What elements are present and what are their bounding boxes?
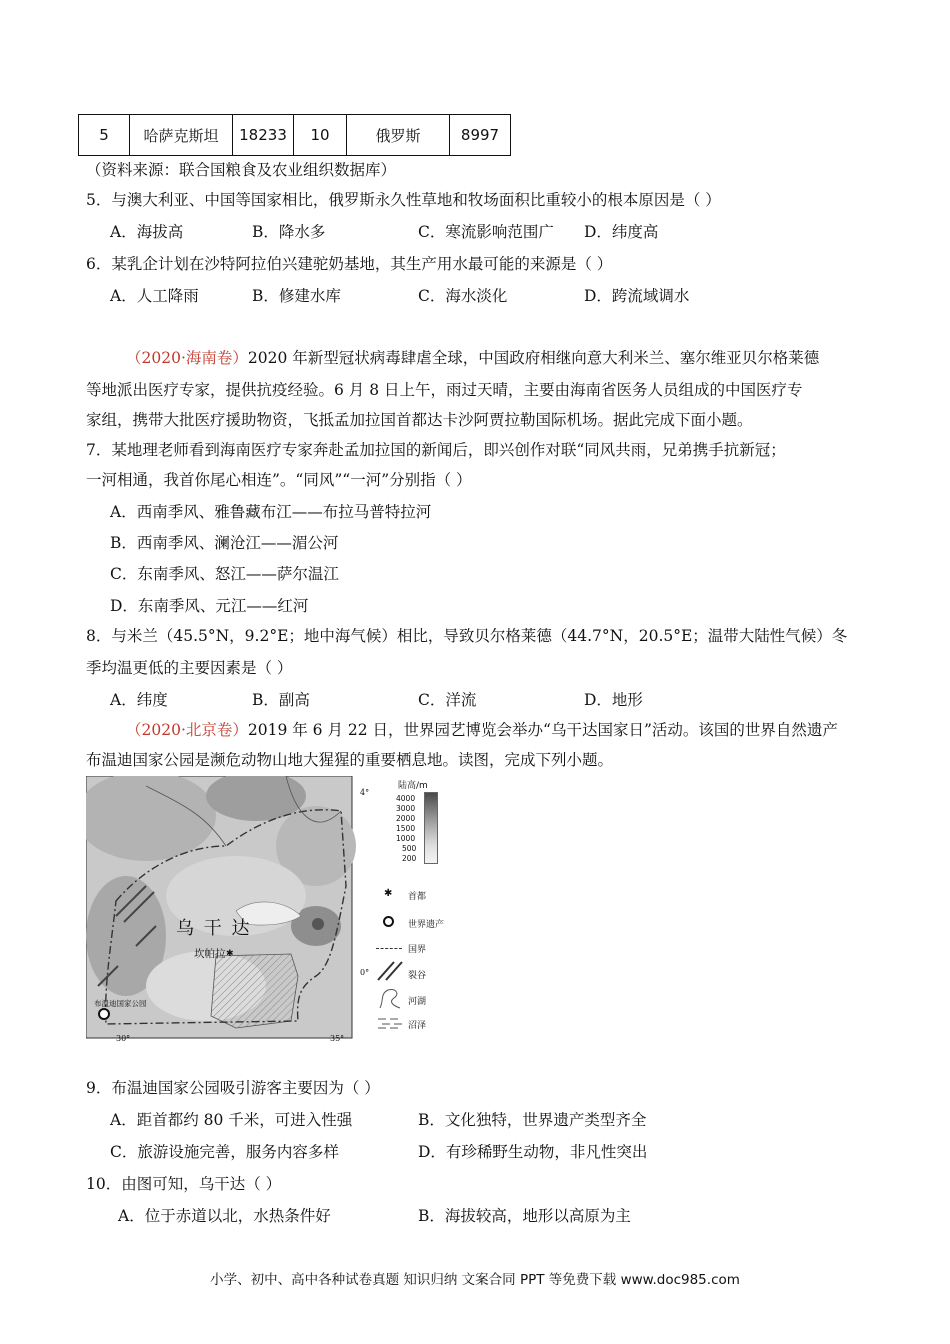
legend-item-rift: 裂谷 bbox=[408, 971, 427, 981]
map-park-label: 布温迪国家公园 bbox=[94, 999, 147, 1008]
question-8-stem-1: 8．与米兰（45.5°N，9.2°E；地中海气候）相比，导致贝尔格莱德（44.7°N，20.5°E；温带大陆性气候）冬 bbox=[86, 627, 848, 645]
page-footer: 小学、初中、高中各种试卷真题 知识归纳 文案合同 PPT 等免费下载 www.doc985.com bbox=[210, 1272, 740, 1288]
q6-option-a: A．人工降雨 bbox=[110, 287, 199, 305]
beijing-passage-line-2: 布温迪国家公园是濒危动物山地大猩猩的重要栖息地。读图，完成下列小题。 bbox=[86, 751, 614, 769]
table-cell: 5 bbox=[79, 115, 130, 156]
legend-level: 3000 bbox=[396, 804, 416, 813]
table-cell: 哈萨克斯坦 bbox=[130, 115, 233, 156]
q5-option-d: D．纬度高 bbox=[584, 223, 659, 241]
map-lat-mid: 0° bbox=[360, 968, 370, 977]
legend-level: 1000 bbox=[396, 834, 416, 843]
legend-item-river: 河湖 bbox=[408, 997, 427, 1007]
table-cell: 8997 bbox=[450, 115, 511, 156]
q7-option-c: C．东南季风、怒江——萨尔温江 bbox=[110, 565, 339, 583]
rift-valley-icon bbox=[376, 960, 404, 982]
map-capital-label: 坎帕拉 bbox=[194, 948, 226, 960]
data-table bbox=[78, 114, 511, 156]
legend-level: 4000 bbox=[396, 794, 416, 803]
q8-option-d: D．地形 bbox=[584, 691, 643, 709]
table-row bbox=[79, 115, 511, 156]
world-heritage-icon bbox=[383, 916, 394, 927]
svg-text:✱: ✱ bbox=[226, 949, 234, 959]
q5-option-c: C．寒流影响范围广 bbox=[418, 223, 554, 241]
q10-option-a: A．位于赤道以北，水热条件好 bbox=[118, 1207, 331, 1225]
q10-option-b: B．海拔较高，地形以高原为主 bbox=[418, 1207, 631, 1225]
capital-star-icon: ✱ bbox=[384, 888, 393, 899]
q7-option-d: D．东南季风、元江——红河 bbox=[110, 597, 309, 615]
legend-level: 500 bbox=[402, 844, 417, 853]
hainan-passage-line-2: 等地派出医疗专家，提供抗疫经验。6 月 8 日上午，雨过天晴，主要由海南省医务人员组成的中国医疗专 bbox=[86, 381, 803, 399]
q5-option-b: B．降水多 bbox=[252, 223, 326, 241]
q7-option-a: A．西南季风、雅鲁藏布江——布拉马普特拉河 bbox=[110, 503, 432, 521]
legend-item-capital: 首都 bbox=[408, 892, 427, 902]
q8-option-a: A．纬度 bbox=[110, 691, 168, 709]
q9-option-a: A．距首都约 80 千米，可进入性强 bbox=[110, 1111, 353, 1129]
legend-level: 2000 bbox=[396, 814, 416, 823]
q6-option-c: C．海水淡化 bbox=[418, 287, 508, 305]
legend-item-marsh: 沼泽 bbox=[408, 1021, 427, 1031]
hainan-line-1-text: 2020 年新型冠状病毒肆虐全球，中国政府相继向意大利米兰、塞尔维亚贝尔格莱德 bbox=[247, 349, 820, 367]
hainan-passage-line-3: 家组，携带大批医疗援助物资，飞抵孟加拉国首都达卡沙阿贾拉勒国际机场。据此完成下面小题。 bbox=[86, 411, 753, 429]
beijing-passage-line-1 bbox=[126, 720, 838, 740]
q8-option-b: B．副高 bbox=[252, 691, 310, 709]
map-legend bbox=[368, 776, 478, 1046]
question-9-stem: 9．布温迪国家公园吸引游客主要因为（ ） bbox=[86, 1079, 380, 1097]
legend-elevation-bar bbox=[424, 792, 438, 864]
q7-option-b: B．西南季风、澜沧江——湄公河 bbox=[110, 534, 339, 552]
q6-option-d: D．跨流域调水 bbox=[584, 287, 690, 305]
border-line-icon bbox=[376, 948, 402, 949]
map-lon-left: 30° bbox=[116, 1034, 131, 1043]
question-5-stem: 5．与澳大利亚、中国等国家相比，俄罗斯永久性草地和牧场面积比重较小的根本原因是（ ） bbox=[86, 191, 721, 209]
legend-item-border: 国界 bbox=[408, 945, 427, 955]
table-cell: 10 bbox=[294, 115, 347, 156]
q6-option-b: B．修建水库 bbox=[252, 287, 341, 305]
map-lat-top: 4° bbox=[360, 788, 370, 797]
beijing-line-1-text: 2019 年 6 月 22 日，世界园艺博览会举办“乌干达国家日”活动。该国的世界自然遗产 bbox=[247, 721, 838, 739]
question-10-stem: 10．由图可知，乌干达（ ） bbox=[86, 1175, 282, 1193]
question-7-stem-1: 7．某地理老师看到海南医疗专家奔赴孟加拉国的新闻后，即兴创作对联“同风共雨，兄弟携手抗新冠； bbox=[86, 441, 786, 459]
map-country-label: 乌 干 达 bbox=[176, 918, 252, 939]
beijing-source-tag: （2020·北京卷） bbox=[126, 721, 248, 739]
river-lake-icon bbox=[376, 986, 404, 1010]
q9-option-b: B．文化独特，世界遗产类型齐全 bbox=[418, 1111, 647, 1129]
source-note: （资料来源：联合国粮食及农业组织数据库） bbox=[86, 161, 397, 179]
legend-item-heritage: 世界遗产 bbox=[408, 920, 445, 930]
legend-level: 1500 bbox=[396, 824, 416, 833]
legend-title: 陆高/m bbox=[398, 781, 428, 791]
hainan-source-tag: （2020·海南卷） bbox=[126, 349, 248, 367]
q8-option-c: C．洋流 bbox=[418, 691, 477, 709]
q5-option-a: A．海拔高 bbox=[110, 223, 184, 241]
question-7-stem-2: 一河相通，我首你尾心相连”。“同风”“一河”分别指（ ） bbox=[86, 471, 472, 489]
marsh-icon bbox=[376, 1016, 404, 1030]
legend-level: 200 bbox=[402, 854, 417, 863]
hainan-passage-line-1 bbox=[126, 348, 819, 368]
uganda-map bbox=[86, 776, 370, 1046]
question-6-stem: 6．某乳企计划在沙特阿拉伯兴建驼奶基地，其生产用水最可能的来源是（ ） bbox=[86, 255, 613, 273]
map-lon-right: 35° bbox=[330, 1034, 345, 1043]
question-8-stem-2: 季均温更低的主要因素是（ ） bbox=[86, 659, 293, 677]
table-cell: 18233 bbox=[233, 115, 294, 156]
q9-option-c: C．旅游设施完善，服务内容多样 bbox=[110, 1143, 339, 1161]
table-cell: 俄罗斯 bbox=[347, 115, 450, 156]
q9-option-d: D．有珍稀野生动物，非凡性突出 bbox=[418, 1143, 648, 1161]
